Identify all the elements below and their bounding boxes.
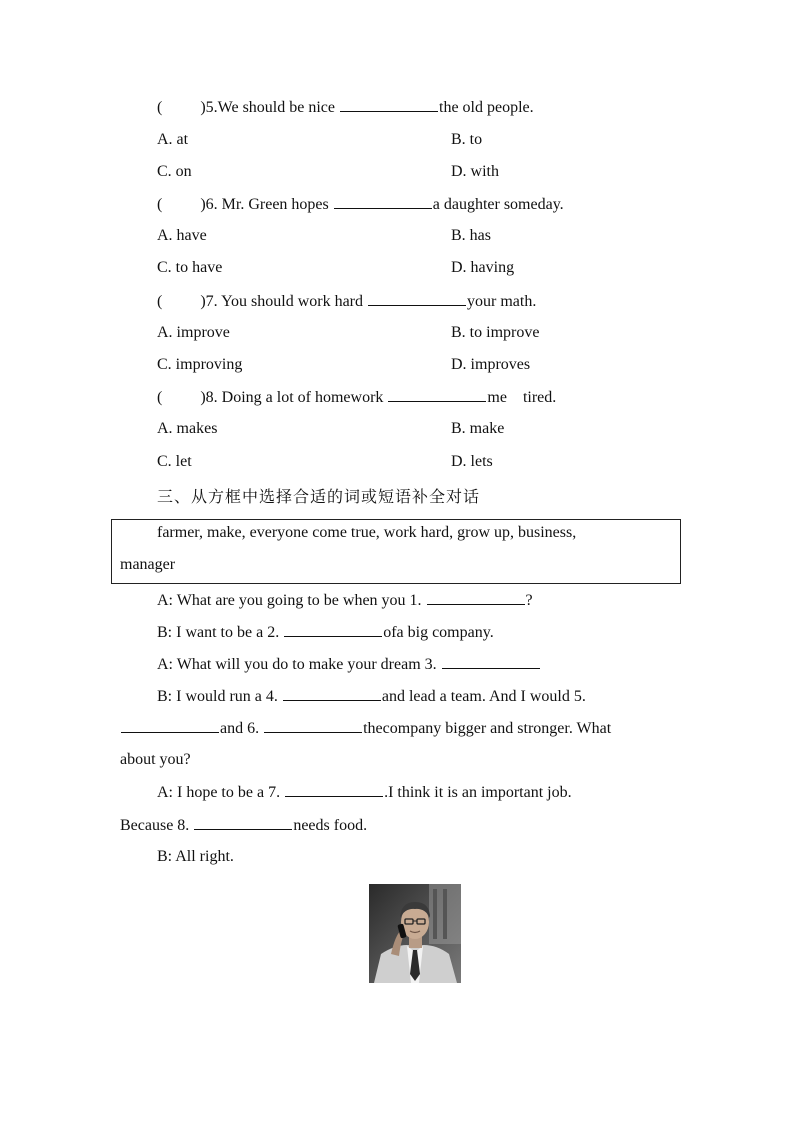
dialogue-line-2 bbox=[157, 622, 494, 643]
option-a[interactable]: A. makes bbox=[157, 420, 218, 437]
option-c[interactable]: C. to have bbox=[157, 259, 223, 276]
dialogue-text: B: I want to be a 2. bbox=[157, 624, 280, 641]
dialogue-text: and lead a team. And I would 5. bbox=[381, 688, 586, 705]
question-6 bbox=[157, 194, 564, 215]
option-b[interactable]: B. make bbox=[451, 420, 505, 437]
answer-paren: ( bbox=[157, 99, 163, 116]
option-d[interactable]: D. having bbox=[451, 259, 515, 276]
businessman-photo bbox=[369, 884, 461, 983]
dialogue-text: A: I hope to be a 7. bbox=[157, 784, 281, 801]
dialogue-text: ofa big company. bbox=[383, 624, 494, 641]
dialogue-line-1 bbox=[157, 590, 533, 611]
word-box-line: manager bbox=[120, 556, 176, 573]
answer-paren: ( bbox=[157, 196, 163, 213]
question-stem: )7. You should work hard bbox=[200, 293, 363, 310]
answer-blank[interactable] bbox=[340, 97, 438, 112]
dialogue-line-3 bbox=[157, 654, 541, 675]
question-5 bbox=[157, 97, 534, 118]
dialogue-text: needs food. bbox=[293, 817, 368, 834]
dialogue-blank-5[interactable] bbox=[121, 718, 219, 733]
dialogue-line-6: about you? bbox=[120, 751, 191, 768]
dialogue-blank-1[interactable] bbox=[427, 590, 525, 605]
question-tail: a daughter someday. bbox=[432, 196, 564, 213]
dialogue-text: A: What are you going to be when you 1. bbox=[157, 592, 422, 609]
option-c[interactable]: C. let bbox=[157, 453, 192, 470]
dialogue-text: A: What will you do to make your dream 3. bbox=[157, 656, 437, 673]
option-d[interactable]: D. lets bbox=[451, 453, 493, 470]
businessman-illustration bbox=[369, 884, 461, 983]
dialogue-blank-6[interactable] bbox=[264, 718, 362, 733]
question-tail: the old people. bbox=[439, 99, 534, 116]
option-b[interactable]: B. has bbox=[451, 227, 491, 244]
answer-blank[interactable] bbox=[388, 387, 486, 402]
dialogue-blank-7[interactable] bbox=[285, 782, 383, 797]
option-d[interactable]: D. with bbox=[451, 163, 499, 180]
section-title: 三、从方框中选择合适的词或短语补全对话 bbox=[157, 487, 481, 506]
dialogue-text: .I think it is an important job. bbox=[384, 784, 572, 801]
dialogue-line-8 bbox=[120, 815, 367, 836]
dialogue-line-4 bbox=[157, 686, 586, 707]
question-tail: me tired. bbox=[487, 389, 557, 406]
option-d[interactable]: D. improves bbox=[451, 356, 531, 373]
option-b[interactable]: B. to improve bbox=[451, 324, 540, 341]
dialogue-blank-2[interactable] bbox=[284, 622, 382, 637]
dialogue-text: Because 8. bbox=[120, 817, 190, 834]
question-tail: your math. bbox=[467, 293, 537, 310]
dialogue-text: B: I would run a 4. bbox=[157, 688, 278, 705]
question-stem: )6. Mr. Green hopes bbox=[200, 196, 329, 213]
dialogue-blank-8[interactable] bbox=[194, 815, 292, 830]
question-stem: )5.We should be nice bbox=[200, 99, 335, 116]
option-a[interactable]: A. at bbox=[157, 131, 189, 148]
option-b[interactable]: B. to bbox=[451, 131, 483, 148]
dialogue-blank-3[interactable] bbox=[442, 654, 540, 669]
question-7 bbox=[157, 291, 536, 312]
dialogue-text: and 6. bbox=[220, 720, 260, 737]
dialogue-text: ? bbox=[525, 592, 533, 609]
option-a[interactable]: A. improve bbox=[157, 324, 230, 341]
answer-paren: ( bbox=[157, 389, 163, 406]
answer-blank[interactable] bbox=[334, 194, 432, 209]
dialogue-text: thecompany bigger and stronger. What bbox=[363, 720, 612, 737]
option-a[interactable]: A. have bbox=[157, 227, 207, 244]
question-8 bbox=[157, 387, 556, 408]
answer-blank[interactable] bbox=[368, 291, 466, 306]
word-box bbox=[111, 519, 681, 584]
option-c[interactable]: C. on bbox=[157, 163, 192, 180]
option-c[interactable]: C. improving bbox=[157, 356, 243, 373]
dialogue-line-9: B: All right. bbox=[157, 848, 234, 865]
dialogue-blank-4[interactable] bbox=[283, 686, 381, 701]
word-box-line: farmer, make, everyone come true, work hard, grow up, business, bbox=[157, 524, 577, 541]
dialogue-line-7 bbox=[157, 782, 572, 803]
dialogue-line-5 bbox=[120, 718, 611, 739]
question-stem: )8. Doing a lot of homework bbox=[200, 389, 384, 406]
answer-paren: ( bbox=[157, 293, 163, 310]
